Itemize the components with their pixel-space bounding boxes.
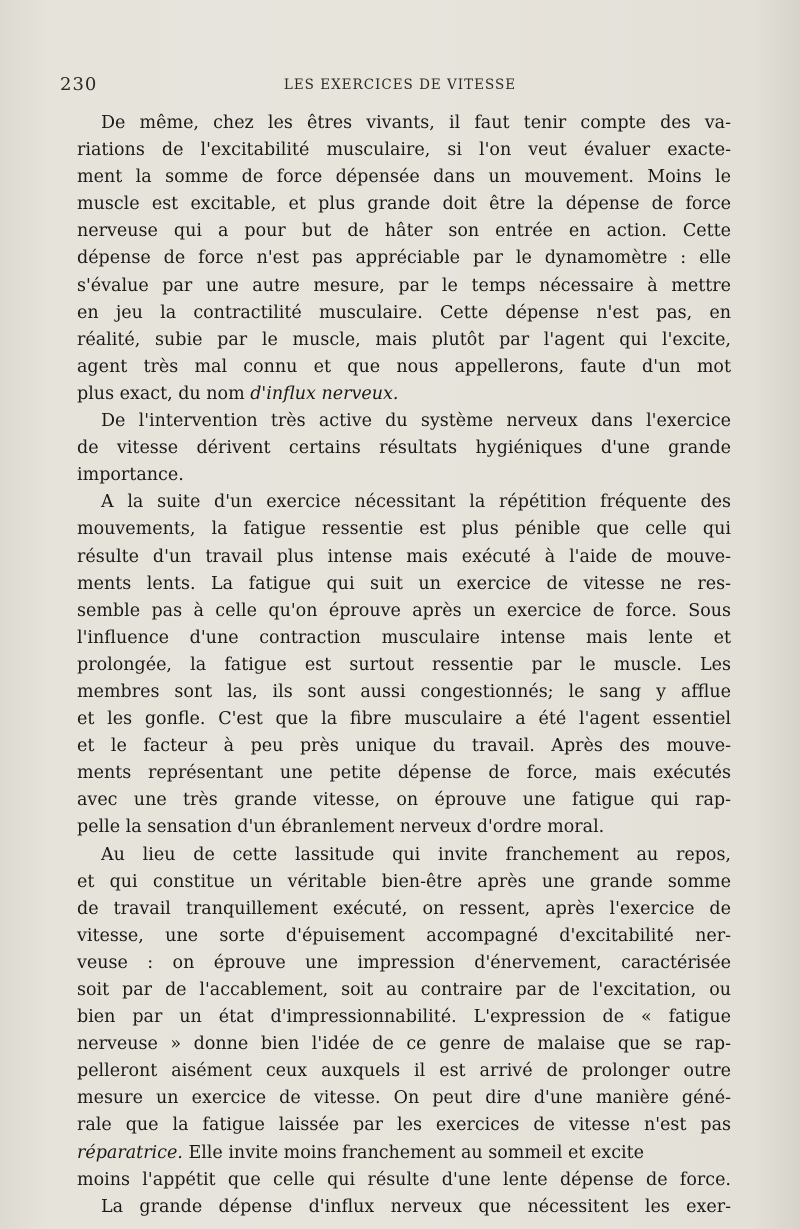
text-segment: plus exact, du nom [77, 383, 251, 404]
text-line: pelleront aisément ceux auxquels il est arrivé de prolonger outre [77, 1061, 731, 1082]
body-text [77, 110, 731, 1221]
text-line: rale que la fatigue laissée par les exercices de vitesse n'est pas [77, 1115, 731, 1136]
text-line: de vitesse dérivent certains résultats hygiéniques d'une grande [77, 438, 731, 459]
text-line: nerveuse » donne bien l'idée de ce genre de malaise que se rap- [77, 1034, 731, 1055]
text-line: De l'intervention très active du système nerveux dans l'exercice [101, 411, 731, 432]
text-line: l'influence d'une contraction musculaire intense mais lente et [77, 627, 731, 648]
text-line [77, 1140, 731, 1167]
text-line: mesure un exercice de vitesse. On peut dire d'une manière géné- [77, 1088, 731, 1109]
text-line: Au lieu de cette lassitude qui invite franchement au repos, [101, 844, 731, 865]
text-line: en jeu la contractilité musculaire. Cette dépense n'est pas, en [77, 302, 731, 323]
italic-term: réparatrice. [77, 1142, 183, 1163]
text-line: avec une très grande vitesse, on éprouve une fatigue qui rap- [77, 790, 731, 811]
text-line: semble pas à celle qu'on éprouve après un exercice de force. Sous [77, 600, 731, 621]
text-line: soit par de l'accablement, soit au contraire par de l'excitation, ou [77, 980, 731, 1000]
text-line: ments représentant une petite dépense de force, mais exécutés [77, 763, 731, 784]
text-line: riations de l'excitabilité musculaire, si l'on veut évaluer exacte- [77, 140, 731, 161]
text-line: et qui constitue un véritable bien-être après une grande somme [77, 871, 731, 892]
text-line: de travail tranquillement exécuté, on ressent, après l'exercice de [77, 898, 731, 919]
text-line: importance. [77, 465, 184, 486]
text-line: veuse : on éprouve une impression d'énervement, caractérisée [77, 952, 731, 973]
text-line: A la suite d'un exercice nécessitant la répétition fréquente des [101, 492, 731, 513]
page-number: 230 [60, 74, 98, 95]
text-line: De même, chez les êtres vivants, il faut tenir compte des va- [101, 113, 731, 133]
text-line: bien par un état d'impressionnabilité. L'expression de « fatigue [77, 1007, 731, 1028]
text-line: ment la somme de force dépensée dans un mouvement. Moins le [77, 167, 731, 188]
text-line: nerveuse qui a pour but de hâter son entrée en action. Cette [77, 221, 731, 242]
text-line: prolongée, la fatigue est surtout ressentie par le muscle. Les [77, 654, 731, 675]
italic-term: d'influx nerveux. [250, 383, 399, 404]
text-line: réalité, subie par le muscle, mais plutôt par l'agent qui l'excite, [77, 329, 731, 350]
running-title: LES EXERCICES DE VITESSE [283, 77, 517, 93]
text-line: résulte d'un travail plus intense mais exécuté à l'aide de mouve- [77, 546, 731, 567]
text-line: membres sont las, ils sont aussi congestionnés; le sang y afflue [77, 681, 731, 702]
text-line: mouvements, la fatigue ressentie est plus pénible que celle qui [77, 519, 731, 540]
page-header [60, 74, 740, 98]
text-line [77, 381, 731, 408]
text-line: ments lents. La fatigue qui suit un exercice de vitesse ne res- [77, 573, 731, 594]
text-line: muscle est excitable, et plus grande doit être la dépense de force [77, 194, 731, 215]
text-line: pelle la sensation d'un ébranlement nerveux d'ordre moral. [77, 817, 605, 838]
text-line: moins l'appétit que celle qui résulte d'une lente dépense de force. [77, 1169, 731, 1190]
text-line: agent très mal connu et que nous appellerons, faute d'un mot [77, 356, 731, 377]
text-line: et le facteur à peu près unique du travail. Après des mouve- [77, 736, 731, 757]
text-line: s'évalue par une autre mesure, par le temps nécessaire à mettre [77, 275, 731, 296]
text-line: et les gonfle. C'est que la fibre musculaire a été l'agent essentiel [77, 709, 731, 730]
text-line: vitesse, une sorte d'épuisement accompagné d'excitabilité ner- [77, 925, 731, 946]
text-segment: Elle invite moins franchement au sommeil et excite [182, 1142, 645, 1163]
text-line: dépense de force n'est pas appréciable par le dynamomètre : elle [77, 248, 731, 269]
text-line: La grande dépense d'influx nerveux que nécessitent les exer- [101, 1196, 731, 1217]
